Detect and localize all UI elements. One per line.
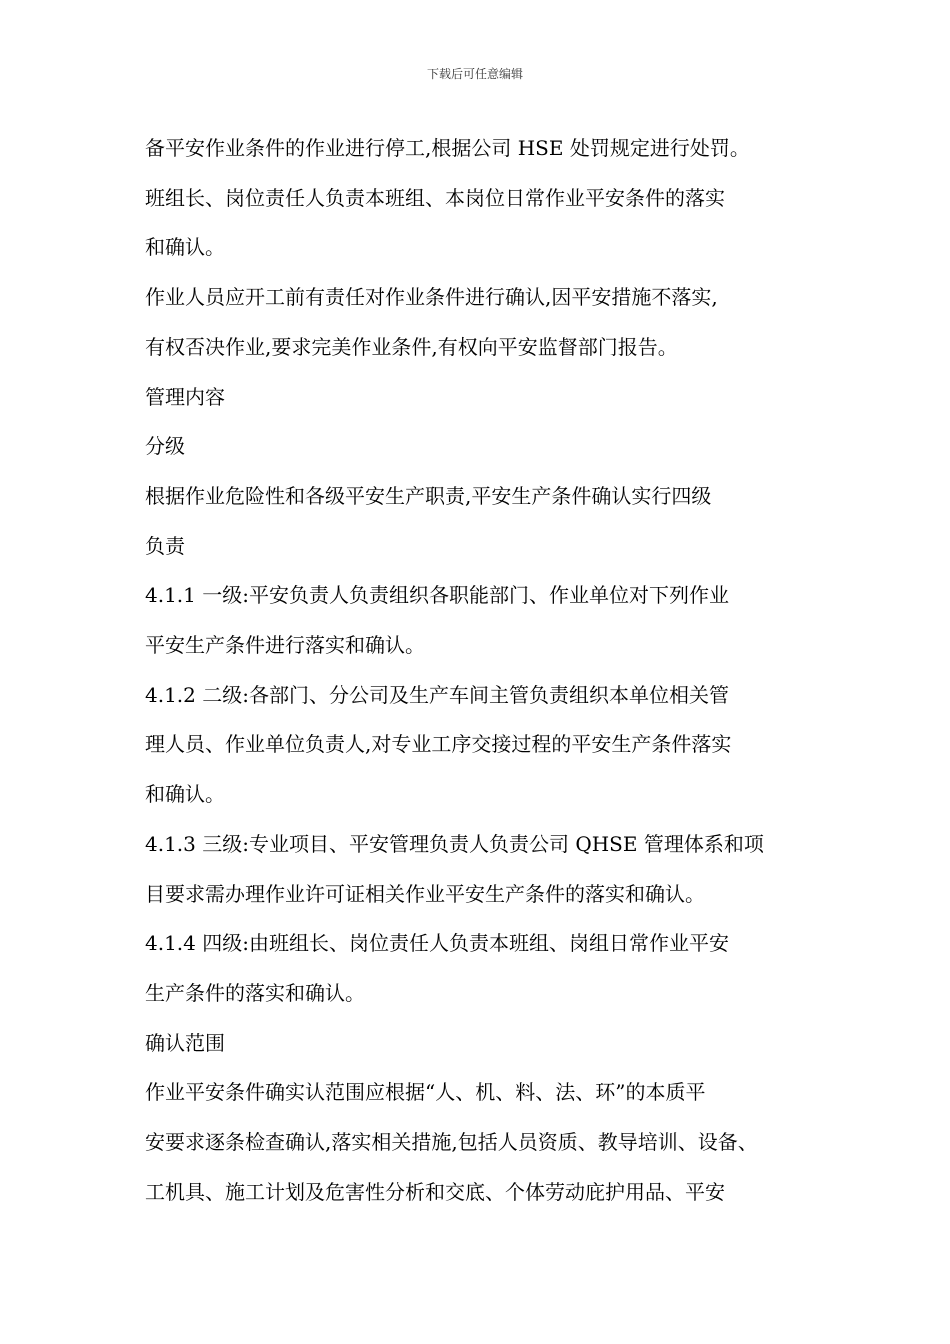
document-body xyxy=(145,124,825,1217)
text-line: 4.1.4 四级:由班组长、岗位责任人负责本班组、岗组日常作业平安 xyxy=(145,931,729,956)
text-line: 和确认。 xyxy=(145,235,225,260)
subsection-heading: 分级 xyxy=(145,434,185,459)
subsection-heading: 确认范围 xyxy=(145,1030,225,1055)
text-line: 4.1.2 二级:各部门、分公司及生产车间主管负责组织本单位相关管 xyxy=(145,682,729,707)
text-line: 平安生产条件进行落实和确认。 xyxy=(145,633,425,658)
page-header: 下载后可任意编辑 xyxy=(426,67,523,81)
text-line: 4.1.3 三级:专业项目、平安管理负责人负责公司 QHSE 管理体系和项 xyxy=(145,831,764,856)
text-line: 备平安作业条件的作业进行停工,根据公司 HSE 处罚规定进行处罚。 xyxy=(145,136,750,160)
text-line: 作业人员应开工前有责任对作业条件进行确认,因平安措施不落实, xyxy=(145,285,718,310)
text-line: 工机具、施工计划及危害性分析和交底、个体劳动庇护用品、平安 xyxy=(145,1179,725,1204)
text-line: 作业平安条件确实认范围应根据“人、机、料、法、环”的本质平 xyxy=(145,1080,706,1105)
text-line: 负责 xyxy=(145,533,185,558)
text-line: 和确认。 xyxy=(145,782,225,807)
text-line: 安要求逐条检查确认,落实相关措施,包括人员资质、教导培训、设备、 xyxy=(145,1130,758,1155)
text-line: 班组长、岗位责任人负责本班组、本岗位日常作业平安条件的落实 xyxy=(145,185,725,210)
text-line: 根据作业危险性和各级平安生产职责,平安生产条件确认实行四级 xyxy=(145,483,712,508)
text-line: 目要求需办理作业许可证相关作业平安生产条件的落实和确认。 xyxy=(145,881,705,906)
text-line: 理人员、作业单位负责人,对专业工序交接过程的平安生产条件落实 xyxy=(145,732,732,757)
section-heading: 管理内容 xyxy=(145,384,225,409)
text-line: 4.1.1 一级:平安负责人负责组织各职能部门、作业单位对下列作业 xyxy=(145,583,729,608)
text-line: 生产条件的落实和确认。 xyxy=(145,980,365,1005)
text-line: 有权否决作业,要求完美作业条件,有权向平安监督部门报告。 xyxy=(145,334,678,359)
